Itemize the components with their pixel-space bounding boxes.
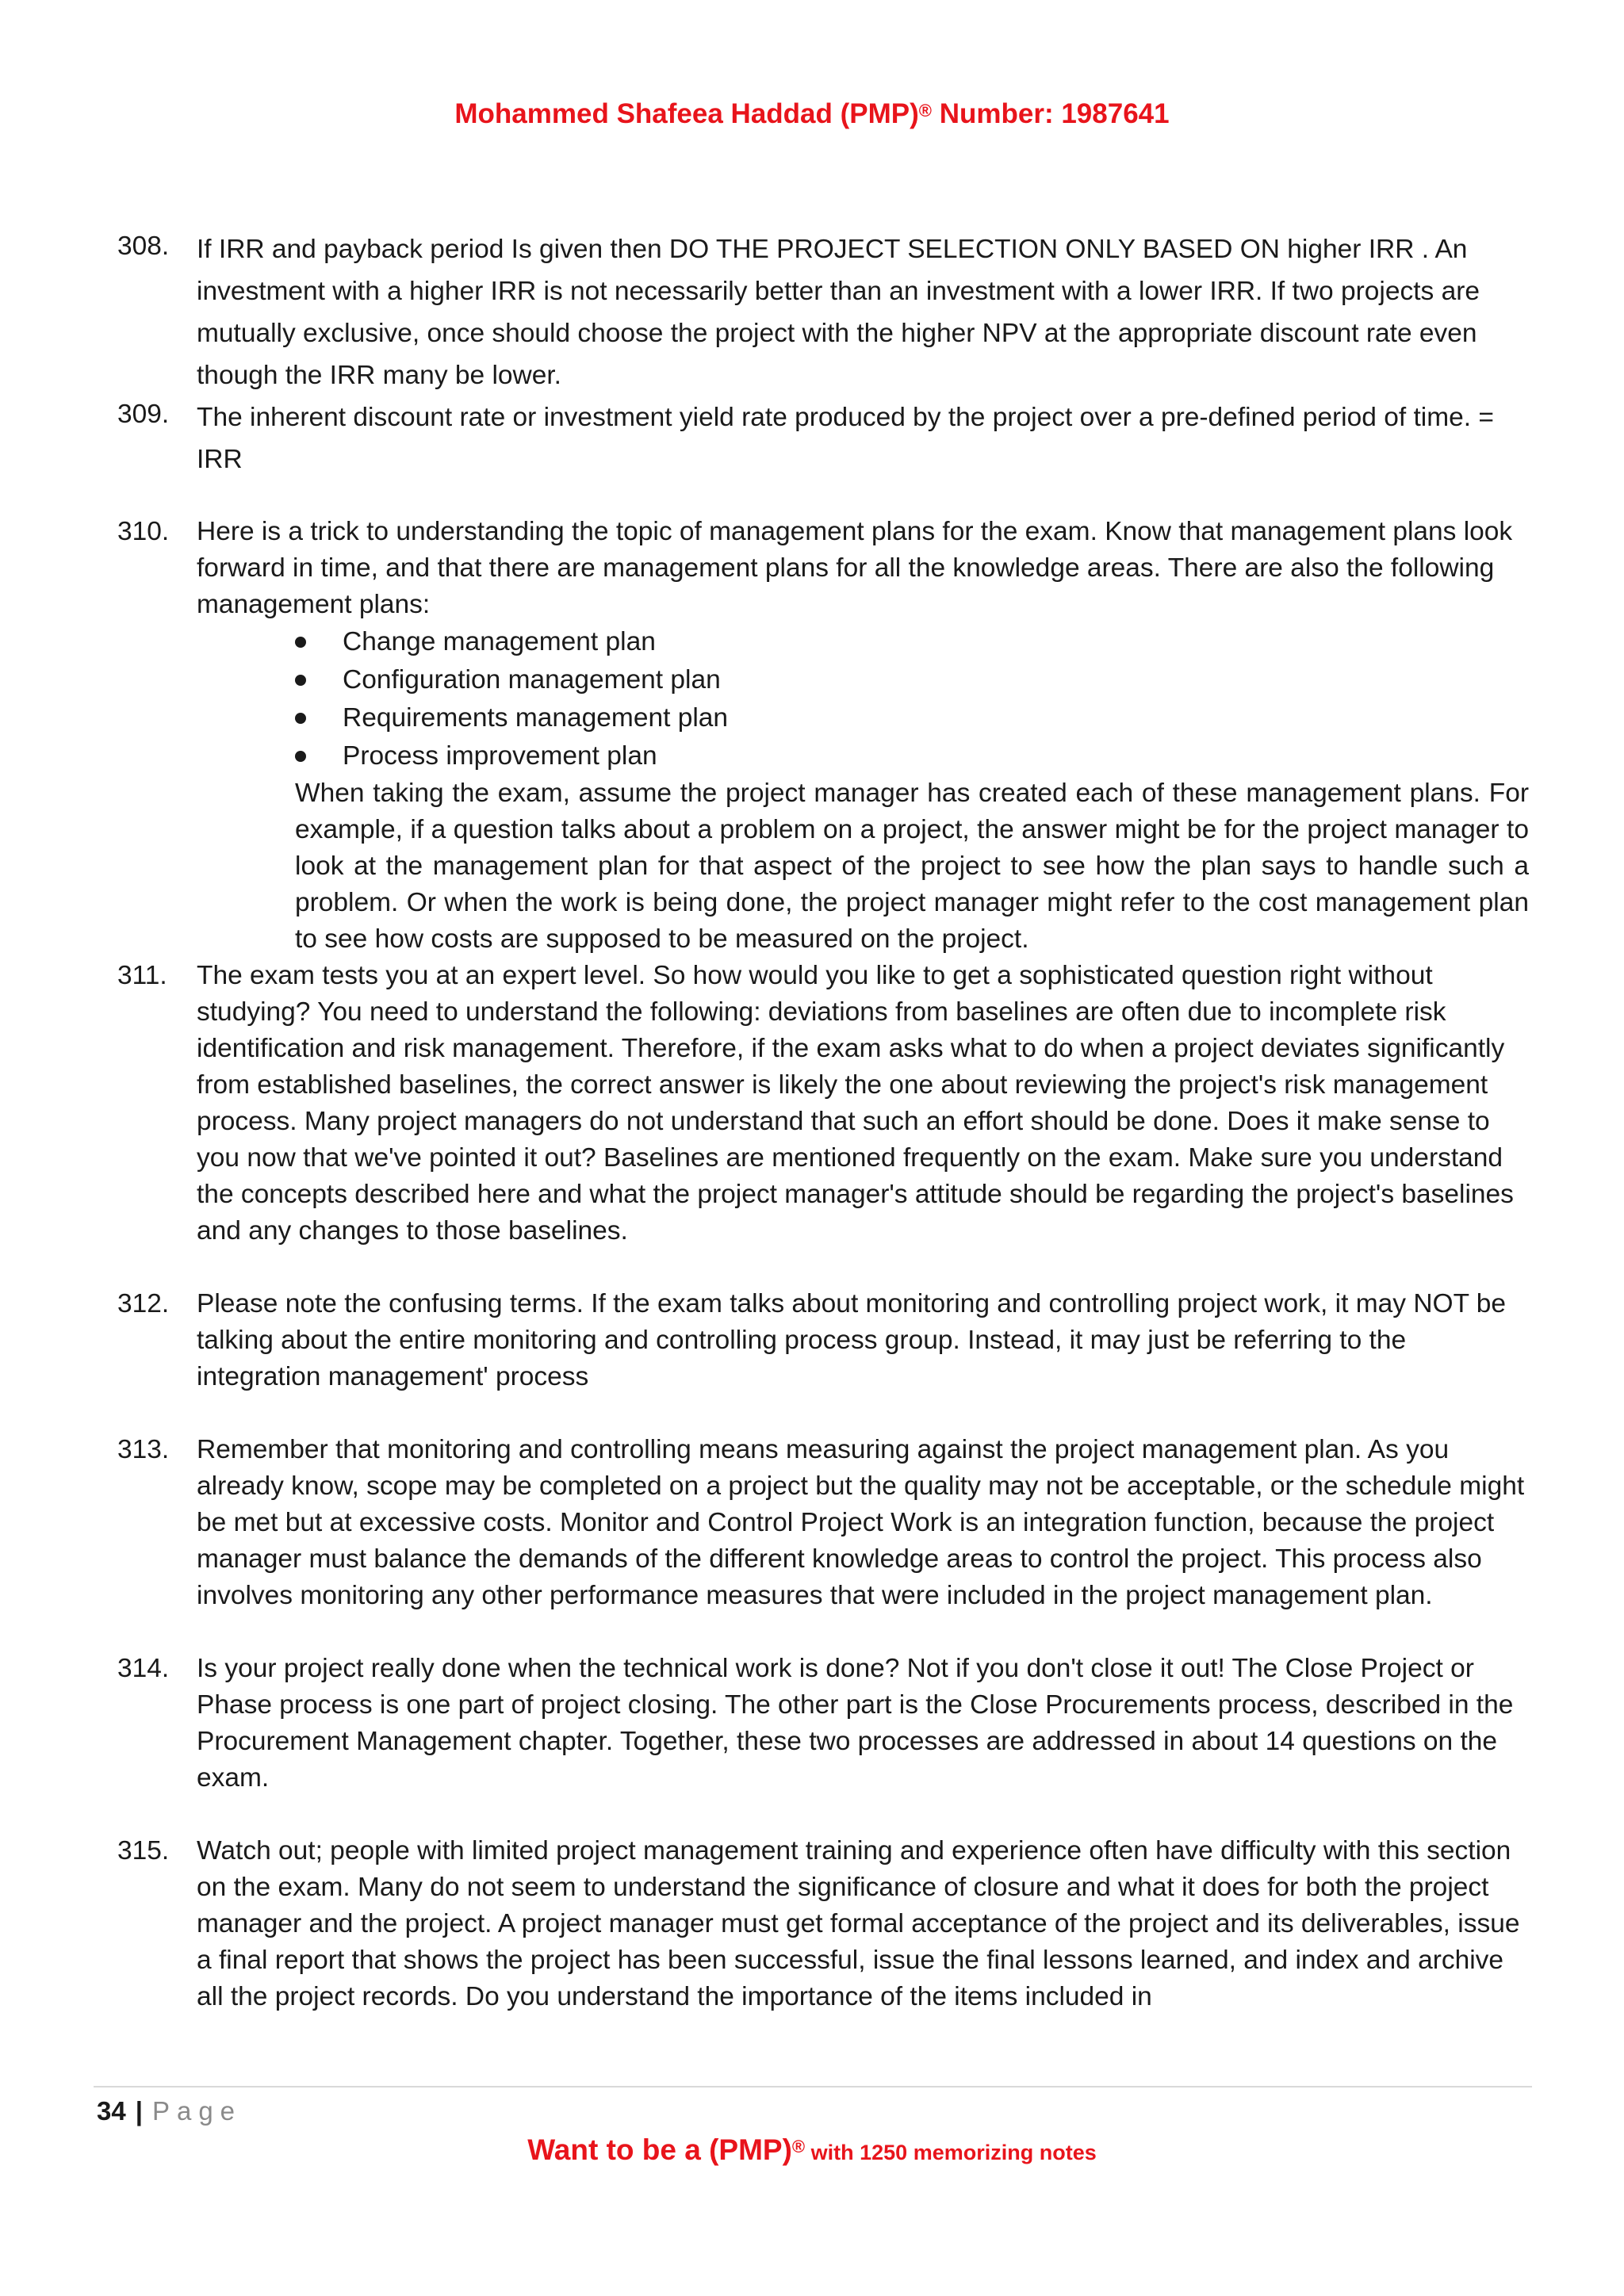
note-item-309 [117, 396, 1529, 480]
note-text: The exam tests you at an expert level. So how would you like to get a sophisticated question right without studying? You need to understand the following: deviations from baselines are often due to incomplete risk identification and risk management. Therefore, if the exam asks what to do when a project deviates significantly from established baselines, the correct answer is likely the one about reviewing the project's risk management process. Many project managers do not understand that such an effort should be done. Does it make sense to you now that we've pointed it out? Baselines are mentioned frequently on the exam. Make sure you understand the concepts described here and what the project manager's attitude should be regarding the project's baselines and any changes to those baselines. [197, 961, 1514, 1246]
page-number-separator: | [135, 2096, 143, 2126]
header-title: Mohammed Shafeea Haddad (PMP) [454, 98, 919, 129]
note-item-311 [117, 958, 1529, 1249]
footer-title [0, 2131, 1624, 2172]
note-number: 310. [117, 517, 170, 546]
footer-registered-mark: ® [791, 2137, 806, 2156]
footer-title-main: Want to be a (PMP) [527, 2133, 792, 2166]
list-item: Process improvement plan [295, 737, 1529, 775]
note-number: 311. [117, 961, 167, 990]
note-text: Here is a trick to understanding the topic of management plans for the exam. Know that management plans look forward in time, and that there are management plans for all the knowledge areas. There are also the following management plans: [197, 517, 1513, 619]
bullet-icon [295, 713, 306, 724]
page-number [97, 2093, 242, 2130]
page-label: Page [151, 2096, 243, 2126]
note-text: If IRR and payback period Is given then DO THE PROJECT SELECTION ONLY BASED ON higher IRR . An investment with a higher IRR is not necessarily better than an investment with a lower IRR. If two projects are mutually exclusive, once should choose the project with the higher NPV at the appropriate discount rate even though the IRR many be lower. [197, 235, 1480, 390]
note-text: Please note the confusing terms. If the exam talks about monitoring and controlling project work, it may NOT be talking about the entire monitoring and controlling process group. Instead, it may just be referring to the integration management' process [197, 1289, 1507, 1391]
note-number: 312. [117, 1289, 170, 1318]
list-item: Requirements management plan [295, 699, 1529, 737]
list-item: Configuration management plan [295, 661, 1529, 699]
note-number: 309. [117, 400, 170, 429]
list-item: Change management plan [295, 623, 1529, 661]
note-text: Watch out; people with limited project management training and experience often have difficulty with this section on the exam. Many do not seem to understand the significance of closure and what it does for both the project manager and the project. A project manager must get formal acceptance of the project and its deliverables, issue a final report that shows the project has been successful, issue the final lessons learned, and index and archive all the project records. Do you understand the importance of the items included in [197, 1836, 1520, 2011]
page-number-value: 34 [97, 2096, 126, 2126]
note-item-314 [117, 1651, 1529, 1797]
note-number: 315. [117, 1836, 170, 1866]
note-item-313 [117, 1432, 1529, 1614]
bullet-icon [295, 637, 306, 648]
note-item-312 [117, 1286, 1529, 1395]
note-number: 314. [117, 1654, 170, 1683]
bullet-icon [295, 751, 306, 762]
management-plans-list [197, 623, 1529, 775]
notes-list [117, 228, 1529, 2015]
footer-title-small: with 1250 memorizing notes [805, 2141, 1097, 2164]
note-text: The inherent discount rate or investment yield rate produced by the project over a pre-defined period of time. = IRR [197, 403, 1494, 474]
note-item-308 [117, 228, 1529, 396]
header-number: Number: 1987641 [932, 98, 1170, 129]
bullet-icon [295, 675, 306, 686]
registered-mark: ® [918, 101, 932, 121]
note-text: Remember that monitoring and controlling means measuring against the project management plan. As you already know, scope may be completed on a project but the quality may not be acceptable, or the schedule might be met but at excessive costs. Monitor and Control Project Work is an integration function, because the project manager must balance the demands of the different knowledge areas to control the project. This process also involves monitoring any other performance measures that were included in the project management plan. [197, 1435, 1525, 1610]
footer-divider [94, 2086, 1532, 2087]
note-item-310 [117, 514, 1529, 958]
note-number: 308. [117, 232, 170, 261]
note-item-315 [117, 1833, 1529, 2015]
note-number: 313. [117, 1435, 170, 1464]
note-text: Is your project really done when the technical work is done? Not if you don't close it out! The Close Project or Phase process is one part of project closing. The other part is the Close Procurements process, described in the Procurement Management chapter. Together, these two processes are addressed in about 14 questions on the exam. [197, 1654, 1514, 1793]
page-header [0, 97, 1624, 132]
note-followup-text: When taking the exam, assume the project manager has created each of these management plans. For example, if a question talks about a problem on a project, the answer might be for the project manager to look at the management plan for that aspect of the project to see how the plan says to handle such a problem. Or when the work is being done, the project manager might refer to the cost management plan to see how costs are supposed to be measured on the project. [295, 779, 1529, 954]
